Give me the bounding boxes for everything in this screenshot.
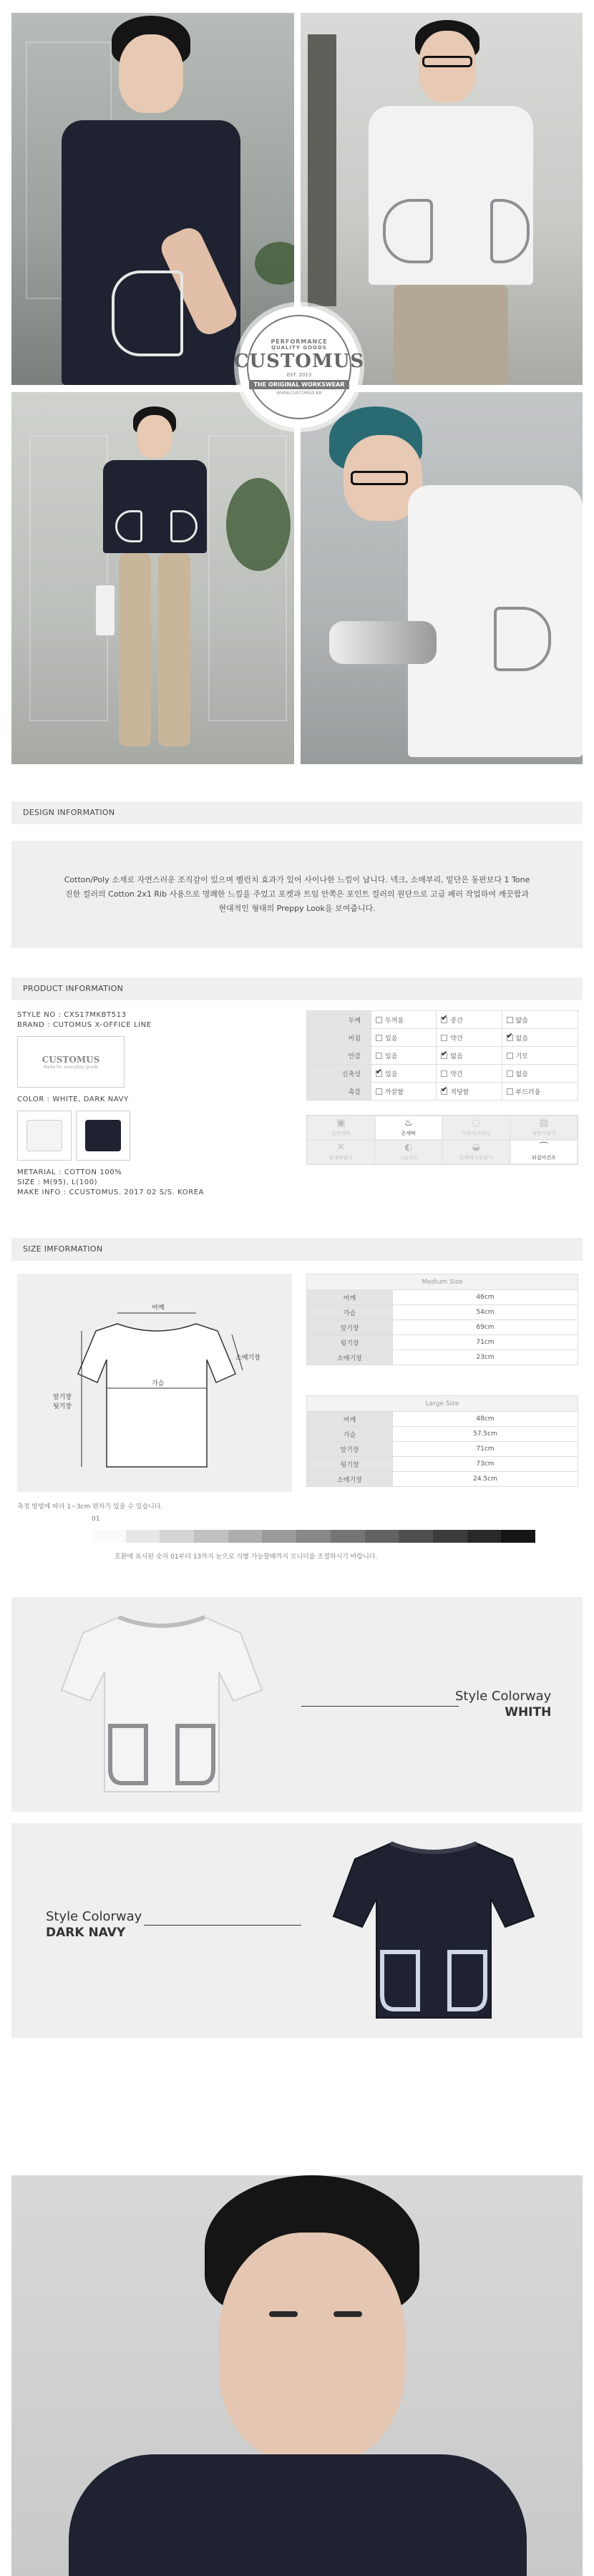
spec-option-label: 부드러움 xyxy=(515,1088,541,1096)
checkbox-icon xyxy=(441,1035,447,1041)
colorway-label: Style Colorway xyxy=(46,1909,142,1924)
spec-row xyxy=(307,1011,578,1029)
care-label: 표백제사용불가 xyxy=(459,1155,493,1161)
spec-label: 신축성 xyxy=(307,1065,371,1083)
spec-label: 촉감 xyxy=(307,1083,371,1101)
care-label: 그늘건조 xyxy=(399,1155,419,1161)
size-diagram xyxy=(17,1274,292,1492)
design-line: Cotton/Poly 소재로 자연스러운 조직감이 있으며 벨런치 효과가 있어 사이나한 느낌이 납니다. 넥크, 소매부리, 밑단은 동판보다 1 Tone xyxy=(64,875,530,884)
model-head xyxy=(119,34,183,113)
care-symbol-icon: ◐ xyxy=(404,1142,413,1153)
colorway-name: DARK NAVY xyxy=(46,1926,126,1940)
spec-option xyxy=(437,1011,502,1029)
spec-option-label: 약간 xyxy=(450,1035,463,1043)
checkbox-icon xyxy=(376,1088,382,1095)
model-photo-white-seated xyxy=(301,392,583,764)
spec-option xyxy=(437,1083,502,1101)
style-no: STYLE NO : CXS17MKBT513 xyxy=(17,1011,127,1019)
gradient-start-label: 01 xyxy=(92,1516,100,1523)
size-label: 앞기장 xyxy=(307,1320,393,1335)
size-row xyxy=(307,1457,578,1472)
model-head xyxy=(219,2233,405,2462)
spec-label: 비침 xyxy=(307,1029,371,1047)
gradient-step xyxy=(262,1530,296,1543)
spec-option xyxy=(437,1047,502,1065)
material: METARIAL : COTTON 100% xyxy=(17,1169,122,1176)
spec-row xyxy=(307,1065,578,1083)
care-label: 드라이크리닝 xyxy=(461,1131,491,1136)
pocket-outline xyxy=(112,270,183,356)
gradient-step xyxy=(228,1530,263,1543)
fabric-spec-table xyxy=(306,1010,578,1101)
spec-label: 안감 xyxy=(307,1047,371,1065)
label-shoulder: 어깨 xyxy=(152,1304,165,1312)
gradient-step xyxy=(296,1530,331,1543)
size-label: 가슴 xyxy=(307,1427,393,1442)
size-row xyxy=(307,1427,578,1442)
spec-option-label: 적당함 xyxy=(450,1088,469,1096)
design-line: 현대적인 형태의 Preppy Look을 보여줍니다. xyxy=(218,904,376,913)
size-label: 소매기장 xyxy=(307,1350,393,1365)
checkbox-icon xyxy=(507,1053,513,1059)
size-label: 뒷기장 xyxy=(307,1457,393,1472)
spec-option-label: 있음 xyxy=(385,1035,398,1043)
khaki-pants xyxy=(394,285,508,385)
checked-box-icon xyxy=(376,1070,382,1077)
spec-option-label: 있음 xyxy=(385,1070,398,1078)
care-item xyxy=(375,1116,443,1140)
size-value: 71cm xyxy=(393,1442,578,1457)
care-label: 물세탁불가 xyxy=(328,1155,354,1161)
make-info: MAKE INFO : CCUSTOMUS. 2017 02 S/S. KOREA xyxy=(17,1189,205,1196)
design-description xyxy=(11,841,583,948)
measure-note: 측정 방법에 따라 1~3cm 편차가 있을 수 있습니다. xyxy=(17,1503,163,1511)
care-item xyxy=(307,1140,375,1164)
care-icons-grid xyxy=(306,1115,578,1165)
spec-option xyxy=(371,1065,437,1083)
spec-option xyxy=(502,1029,578,1047)
spec-option xyxy=(371,1083,437,1101)
size-value: 57.5cm xyxy=(393,1427,578,1442)
plant xyxy=(226,478,291,571)
spec-option xyxy=(437,1065,502,1083)
size-label: 가슴 xyxy=(307,1305,393,1320)
size-info-heading: SIZE IMFORMATION xyxy=(11,1238,583,1261)
spec-option xyxy=(502,1065,578,1083)
product-detail-block xyxy=(17,1168,204,1198)
mini-logo xyxy=(17,1036,125,1088)
gradient-step xyxy=(365,1530,399,1543)
care-item xyxy=(510,1116,578,1140)
spec-label: 두께 xyxy=(307,1011,371,1029)
size-label: 소매기장 xyxy=(307,1472,393,1487)
size-table-title: Medium Size xyxy=(307,1274,578,1290)
brand: BRAND : CUTOMUS X-OFFICE LINE xyxy=(17,1021,152,1029)
colorway-name: WHITH xyxy=(505,1705,552,1719)
spec-option-label: 약간 xyxy=(450,1070,463,1078)
checkbox-icon xyxy=(507,1070,513,1077)
care-item xyxy=(307,1116,375,1140)
label-length: 앞기장 뒷기장 xyxy=(53,1394,72,1410)
checked-box-icon xyxy=(441,1017,447,1023)
care-item xyxy=(510,1140,578,1164)
size-row xyxy=(307,1305,578,1320)
navy-tshirt xyxy=(69,2454,527,2576)
checkbox-icon xyxy=(376,1017,382,1023)
care-label: 일반세탁 xyxy=(331,1131,351,1136)
product-text-block xyxy=(17,1010,152,1030)
label-sleeve: 소매기장 xyxy=(235,1355,261,1362)
eye xyxy=(333,2311,362,2317)
pocket-outline xyxy=(115,510,142,542)
size-table-header xyxy=(307,1396,578,1412)
spec-option xyxy=(502,1011,578,1029)
size-label: 어깨 xyxy=(307,1290,393,1305)
checkbox-icon xyxy=(376,1053,382,1059)
colorway-white-caption xyxy=(455,1689,551,1720)
spec-option xyxy=(371,1047,437,1065)
camera-prop xyxy=(329,621,437,664)
spec-option xyxy=(502,1083,578,1101)
swatch-navy[interactable] xyxy=(76,1111,130,1161)
pocket-outline xyxy=(494,607,551,671)
model-closeup-photo xyxy=(11,2175,583,2576)
checkbox-icon xyxy=(376,1035,382,1041)
plant xyxy=(255,242,294,285)
checked-box-icon xyxy=(441,1088,447,1095)
logo-url: WWW.CUSTOMUS.KR xyxy=(276,391,322,396)
size-label: 어깨 xyxy=(307,1412,393,1427)
wall-panel xyxy=(208,435,287,721)
colorway-navy-caption xyxy=(46,1909,142,1941)
door-frame xyxy=(308,34,336,306)
size-value: 73cm xyxy=(393,1457,578,1472)
colorway-navy-panel xyxy=(11,1823,583,2038)
spec-option-label: 얇음 xyxy=(515,1017,528,1025)
gradient-step xyxy=(194,1530,228,1543)
checkbox-icon xyxy=(441,1070,447,1077)
customus-logo-badge xyxy=(233,306,365,428)
spec-row xyxy=(307,1083,578,1101)
logo-name: CUSTOMUS xyxy=(233,351,365,372)
spec-option-label: 없음 xyxy=(450,1053,463,1060)
design-info-heading: DESIGN INFORMATION xyxy=(11,801,583,824)
design-line: 진한 컬러의 Cotton 2x1 Rib 사용으로 명쾌한 느낌을 주었고 포켓과 트임 안쪽은 포인트 컬러의 원단으로 고급 페러 작업하여 깨끗함과 xyxy=(65,889,529,899)
glasses xyxy=(351,471,408,485)
size-value: 46cm xyxy=(393,1290,578,1305)
care-symbol-icon: ◒ xyxy=(472,1142,480,1153)
size-table-title: Large Size xyxy=(307,1396,578,1412)
tee-navy-icon xyxy=(85,1120,121,1151)
khaki-pants-left xyxy=(119,553,151,746)
book xyxy=(96,585,115,635)
logo-top-left: PERFORMANCE xyxy=(271,338,328,345)
model-head xyxy=(137,415,172,458)
size-row xyxy=(307,1442,578,1457)
gradient-step xyxy=(399,1530,433,1543)
care-item xyxy=(375,1140,443,1164)
spec-option-label: 중간 xyxy=(450,1017,463,1025)
label-chest: 가슴 xyxy=(152,1380,165,1387)
model-photo-navy-full xyxy=(11,392,294,764)
spec-option xyxy=(371,1029,437,1047)
checkbox-icon xyxy=(507,1088,513,1095)
size-row xyxy=(307,1320,578,1335)
size-label: 앞기장 xyxy=(307,1442,393,1457)
size-value: 54cm xyxy=(393,1305,578,1320)
spec-option-label: 까끌함 xyxy=(385,1088,404,1096)
gradient-step xyxy=(433,1530,467,1543)
swatch-white[interactable] xyxy=(17,1111,72,1161)
size-row xyxy=(307,1472,578,1487)
spec-row xyxy=(307,1047,578,1065)
khaki-pants-right xyxy=(158,553,190,746)
colorway-line xyxy=(144,1925,301,1926)
care-label: 뒤집어건조 xyxy=(531,1155,556,1161)
care-symbol-icon: ◌ xyxy=(472,1118,480,1128)
size-value: 48cm xyxy=(393,1412,578,1427)
wall-panel xyxy=(29,435,108,721)
spec-row xyxy=(307,1029,578,1047)
product-info-heading: PRODUCT INFORMATION xyxy=(11,977,583,1000)
size-list: SIZE : M(95), L(100) xyxy=(17,1179,98,1186)
mini-logo-sub: Made for everyday goods xyxy=(43,1064,99,1070)
color-line: COLOR : WHITE, DARK NAVY xyxy=(17,1096,129,1103)
care-symbol-icon: ▣ xyxy=(336,1118,346,1128)
care-label: 손세탁 xyxy=(401,1131,416,1136)
navy-tshirt xyxy=(103,460,207,553)
care-item xyxy=(442,1140,510,1164)
eye xyxy=(269,2311,298,2317)
size-value: 24.5cm xyxy=(393,1472,578,1487)
logo-est: EST. 2013 xyxy=(286,372,312,378)
care-item xyxy=(442,1116,510,1140)
care-symbol-icon: ▨ xyxy=(539,1118,548,1128)
care-symbol-icon: ⌒ xyxy=(539,1142,549,1153)
care-label: 세탁기불가 xyxy=(531,1131,556,1136)
glasses xyxy=(422,56,472,67)
white-tshirt-image xyxy=(54,1604,269,1805)
colorway-label: Style Colorway xyxy=(455,1689,552,1704)
size-table-medium xyxy=(306,1274,578,1365)
size-row xyxy=(307,1350,578,1365)
care-symbol-icon: ♨ xyxy=(404,1118,413,1128)
monitor-note: 호환에 표시된 숫자 01부터 13까지 눈으로 식별 가능할때까지 모니터를 조절하시기 바랍니다. xyxy=(115,1553,378,1561)
size-row xyxy=(307,1290,578,1305)
colorway-line xyxy=(301,1706,459,1707)
spec-option xyxy=(502,1047,578,1065)
spec-option-label: 없음 xyxy=(515,1070,528,1078)
care-symbol-icon: ✕ xyxy=(336,1142,345,1153)
gradient-step xyxy=(331,1530,365,1543)
logo-tagline: THE ORIGINAL WORKSWEAR xyxy=(249,380,349,389)
monitor-calibration-gradient xyxy=(92,1530,535,1543)
spec-option xyxy=(437,1029,502,1047)
mini-logo-name: CUSTOMUS xyxy=(42,1054,100,1065)
spec-option xyxy=(371,1011,437,1029)
gradient-step xyxy=(501,1530,535,1543)
logo-top-right: QUALITY GOODS xyxy=(271,345,327,351)
size-value: 69cm xyxy=(393,1320,578,1335)
size-table-header xyxy=(307,1274,578,1290)
spec-option-label: 없음 xyxy=(515,1035,528,1043)
size-value: 71cm xyxy=(393,1335,578,1350)
size-value: 23cm xyxy=(393,1350,578,1365)
gradient-step xyxy=(92,1530,126,1543)
gradient-step xyxy=(160,1530,194,1543)
checked-box-icon xyxy=(507,1035,513,1041)
size-row xyxy=(307,1335,578,1350)
logo-ring xyxy=(247,315,351,419)
navy-tshirt-image xyxy=(326,1830,541,2031)
spec-option-label: 두꺼움 xyxy=(385,1017,404,1025)
spec-option-label: 기모 xyxy=(515,1053,528,1060)
spec-option-label: 있음 xyxy=(385,1053,398,1060)
colorway-white-panel xyxy=(11,1597,583,1812)
checked-box-icon xyxy=(441,1053,447,1059)
checkbox-icon xyxy=(507,1017,513,1023)
size-table-large xyxy=(306,1395,578,1487)
gradient-step xyxy=(467,1530,502,1543)
pocket-outline xyxy=(383,199,433,263)
gradient-step xyxy=(126,1530,160,1543)
size-row xyxy=(307,1412,578,1427)
tee-white-icon xyxy=(26,1120,62,1151)
size-label: 뒷기장 xyxy=(307,1335,393,1350)
